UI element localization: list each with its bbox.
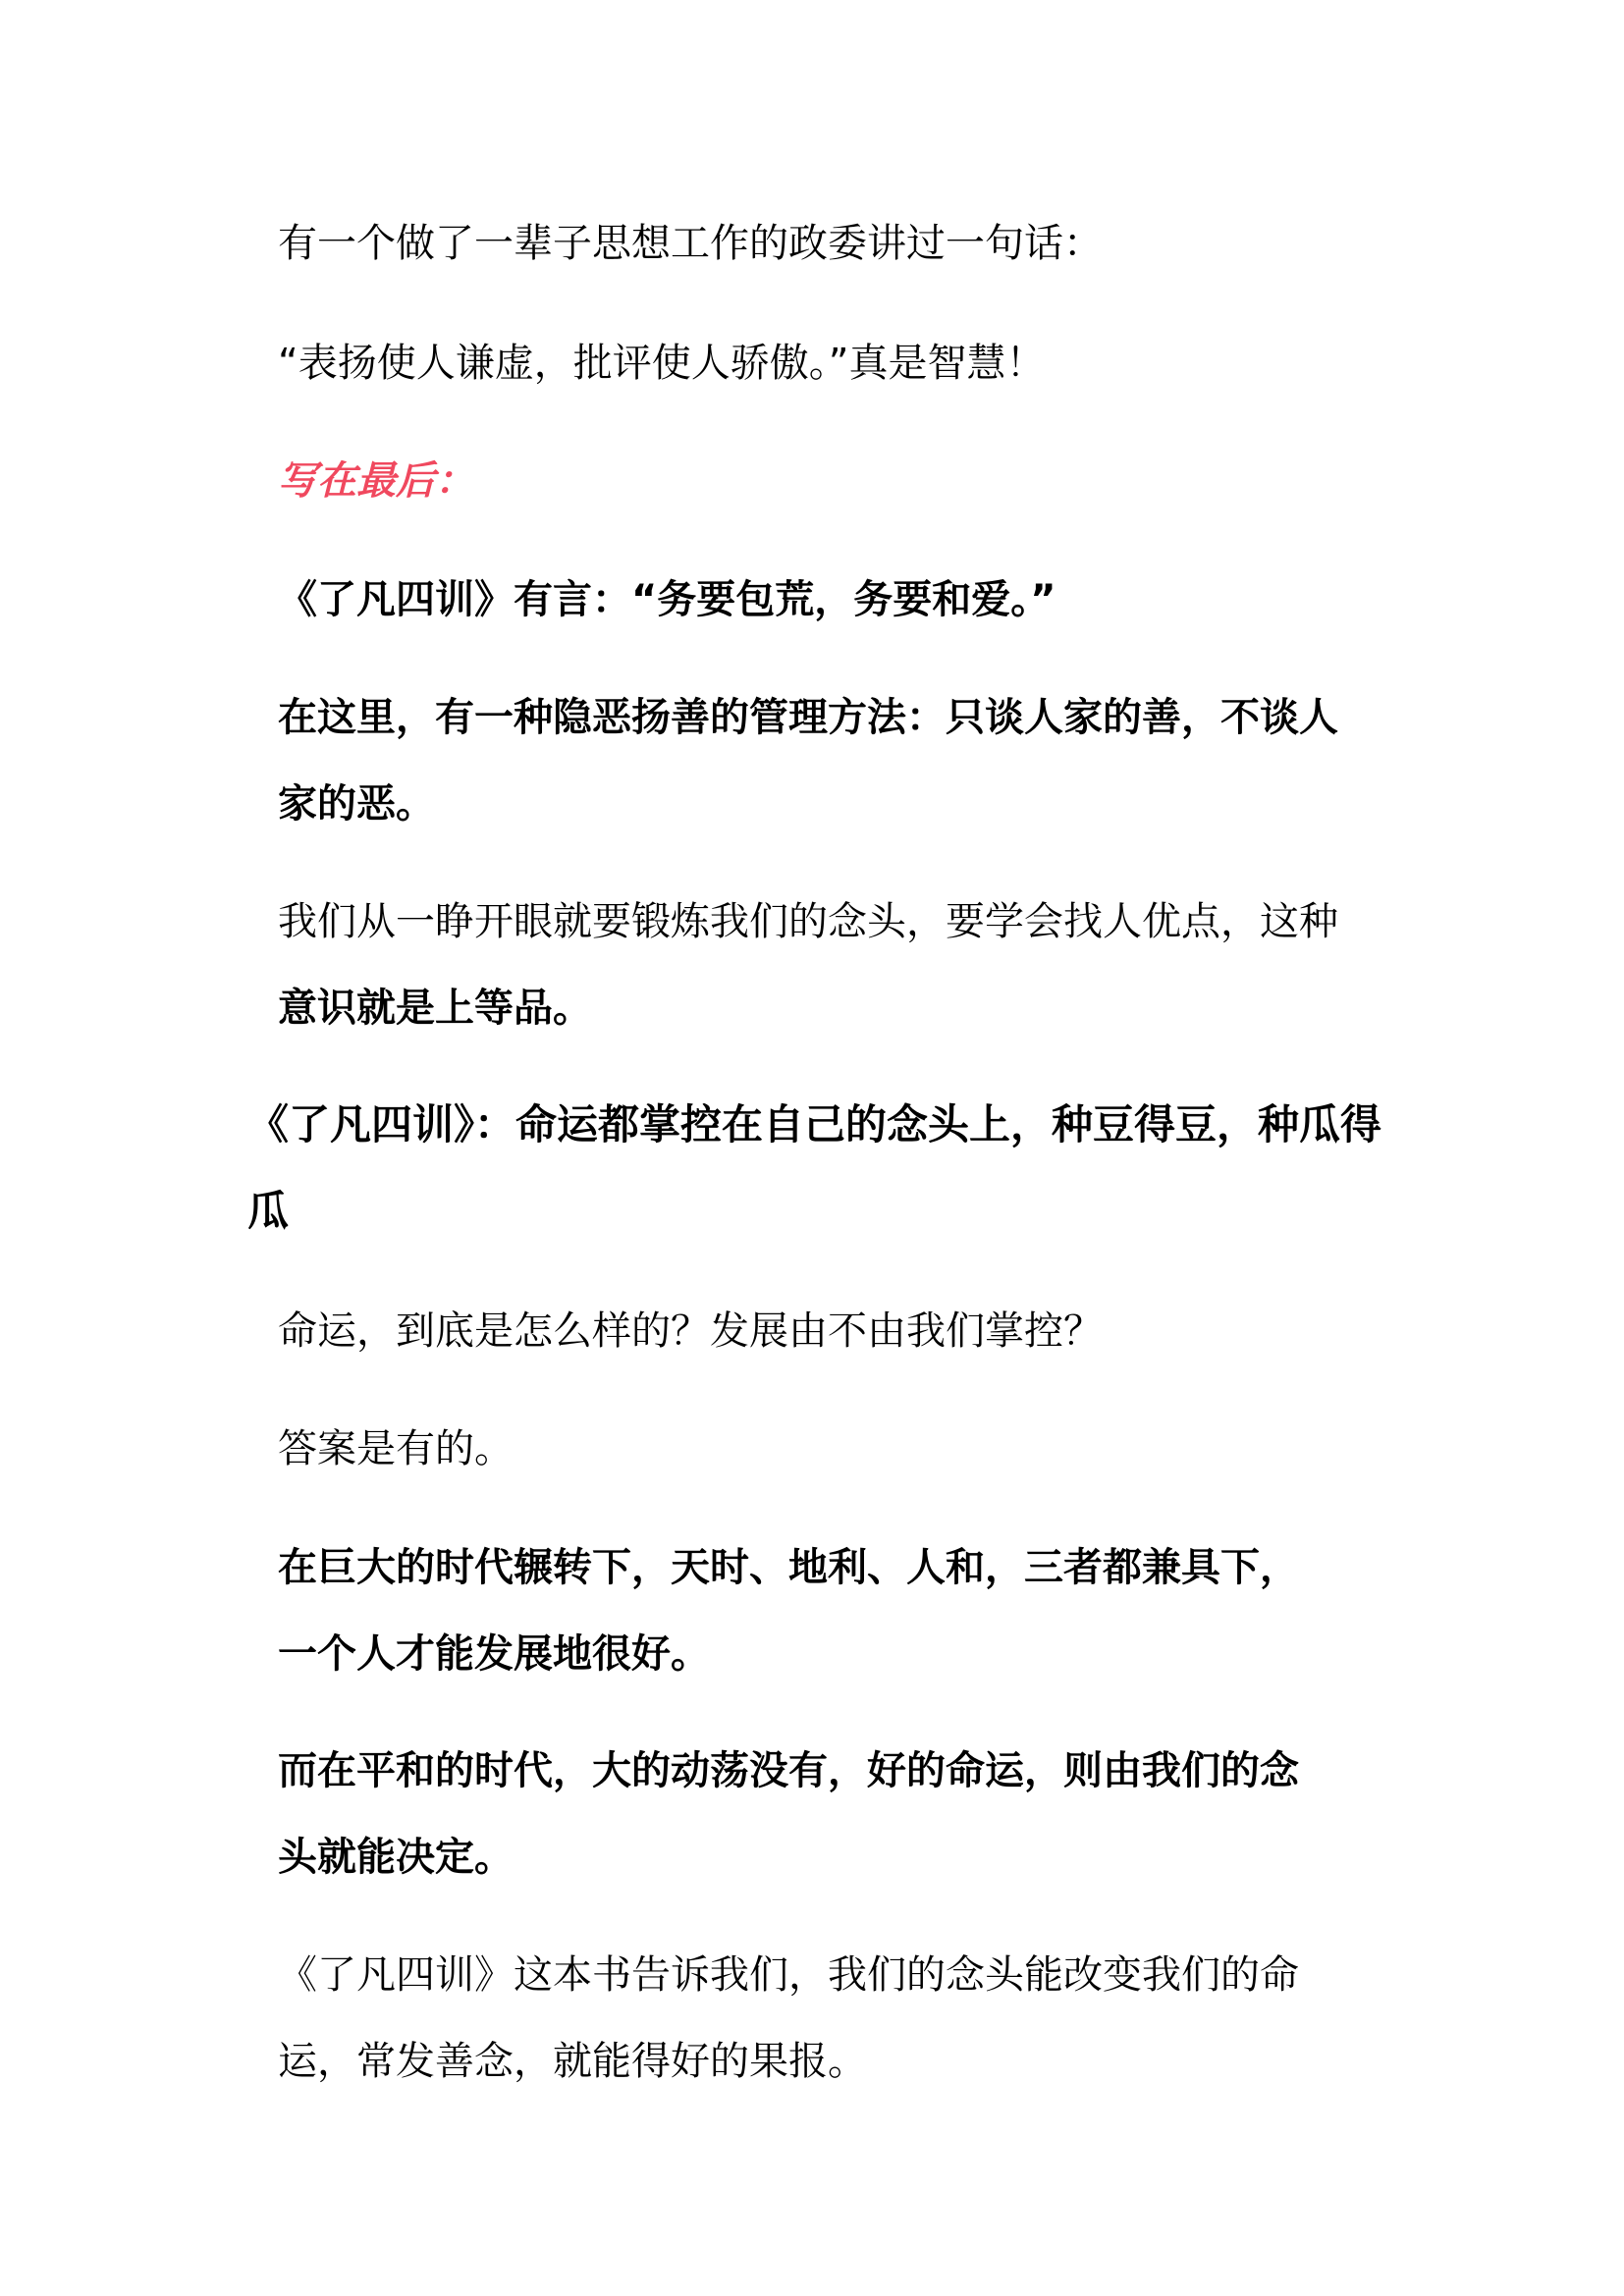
paragraph-text: 答案是有的。 [278, 1426, 514, 1471]
paragraph-quote-wisdom [278, 341, 1368, 386]
paragraph-line: 我们从一睁开眼就要锻炼我们的念头，要学会找人优点，这种 [278, 899, 1338, 944]
paragraph-text: “表扬使人谦虚，批评使人骄傲。”真是智慧！ [278, 341, 1046, 386]
paragraph-answer [278, 1426, 1368, 1471]
paragraph-line: 意识就是上等品。 [278, 986, 592, 1031]
paragraph-line: 一个人才能发展地很好。 [278, 1631, 710, 1677]
paragraph-train-thoughts [278, 879, 1368, 1051]
paragraph-management-method [278, 674, 1368, 847]
paragraph-line: 在巨大的时代辗转下，天时、地利、人和，三者都兼具下， [278, 1545, 1299, 1590]
section-label-text: 写在最后： [278, 458, 474, 504]
paragraph-line: 头就能决定。 [278, 1835, 514, 1880]
section-heading-fate [247, 1082, 1386, 1255]
paragraph-line: 而在平和的时代，大的动荡没有，好的命运，则由我们的念 [278, 1748, 1299, 1793]
heading-line: 瓜 [247, 1187, 290, 1235]
paragraph-line: 《了凡四训》这本书告诉我们，我们的念头能改变我们的命 [278, 1952, 1299, 1998]
paragraph-text: 命运，到底是怎么样的？发展由不由我们掌控？ [278, 1308, 1103, 1354]
paragraph-era-conditions [278, 1524, 1368, 1697]
section-label-conclusion [278, 458, 1368, 504]
paragraph-liaofan-quote [278, 577, 1368, 622]
paragraph-peaceful-era [278, 1728, 1368, 1900]
paragraph-commissar-saying [278, 221, 1368, 266]
paragraph-line: 在这里，有一种隐恶扬善的管理方法：只谈人家的善，不谈人 [278, 695, 1338, 740]
paragraph-line: 家的恶。 [278, 781, 435, 827]
heading-line: 《了凡四训》：命运都掌控在自己的念头上，种豆得豆，种瓜得 [247, 1100, 1382, 1148]
paragraph-fate-question [278, 1308, 1368, 1354]
paragraph-text: 有一个做了一辈子思想工作的政委讲过一句话： [278, 221, 1103, 266]
paragraph-line: 运，常发善念，就能得好的果报。 [278, 2039, 867, 2084]
paragraph-text: 《了凡四训》有言：“务要包荒，务要和爱。” [278, 577, 1056, 622]
paragraph-book-teaching [278, 1932, 1368, 2105]
